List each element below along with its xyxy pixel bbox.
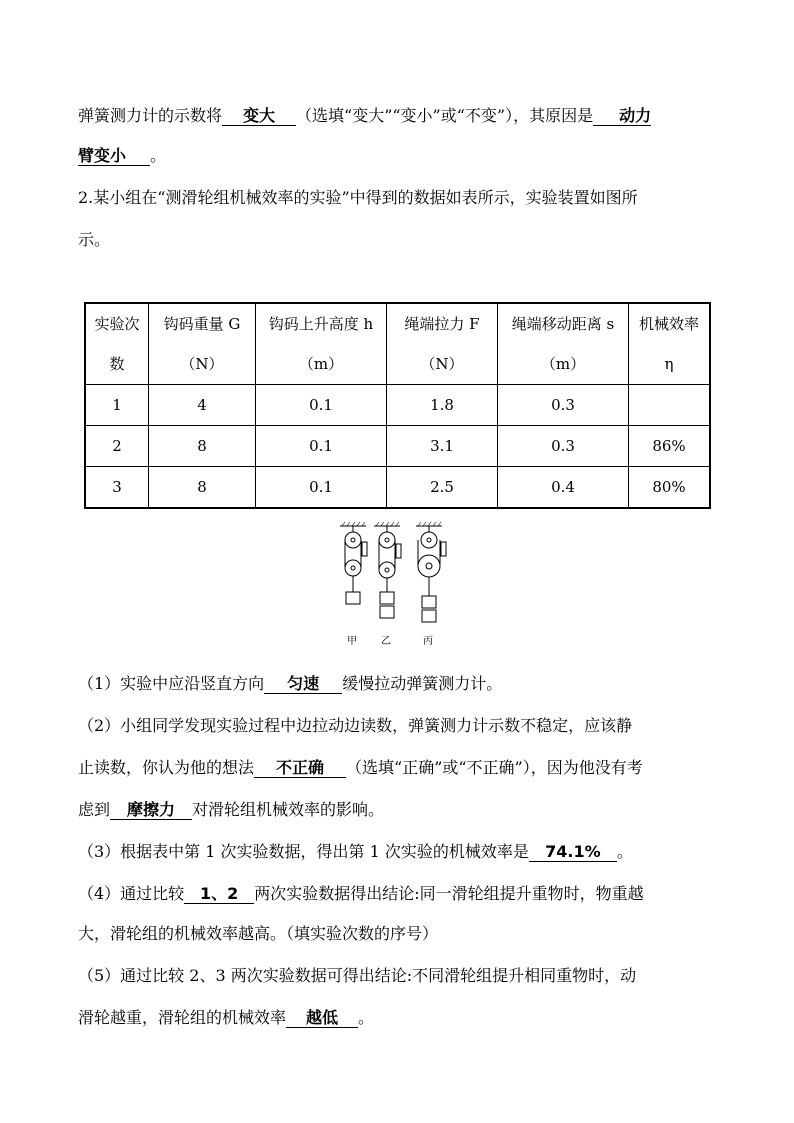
table-cell xyxy=(629,385,711,426)
figure-label: 乙 xyxy=(381,636,391,647)
text: 。 xyxy=(150,146,167,165)
question-line: （5）通过比较 2、3 两次实验数据可得出结论:不同滑轮组提升相同重物时，动 xyxy=(78,966,637,985)
answer-blank: 摩擦力 xyxy=(110,800,192,820)
paragraph-line xyxy=(78,146,166,166)
weight-block xyxy=(380,606,394,618)
table-cell: 0.4 xyxy=(498,467,629,509)
weight-block xyxy=(422,596,436,608)
weight-block xyxy=(346,592,360,604)
problem-line: 2.某小组在“测滑轮组机械效率的实验”中得到的数据如表所示，实验装置如图所 xyxy=(78,188,638,207)
answer-blank: 匀速 xyxy=(264,674,342,694)
question-line: 止读数，你认为他的想法 不正确 （选填“正确”或“不正确”），因为他没有考 xyxy=(78,758,643,777)
table-row xyxy=(85,426,710,467)
text: 弹簧测力计的示数将 xyxy=(78,106,223,125)
spring-scale xyxy=(396,544,401,558)
data-table xyxy=(84,302,711,509)
header-cell: 实验次 数 xyxy=(85,303,149,385)
header-cell: 钩码上升高度 h （m） xyxy=(256,303,387,385)
header-cell: 绳端移动距离 s （m） xyxy=(498,303,629,385)
movable-pulley xyxy=(379,562,395,578)
table-cell: 2.5 xyxy=(387,467,498,509)
spring-scale xyxy=(362,542,367,556)
pulley-diagram xyxy=(330,520,460,650)
table-cell: 0.1 xyxy=(256,385,387,426)
fixed-pulley xyxy=(421,532,437,548)
table-row xyxy=(85,467,710,509)
table-cell: 0.1 xyxy=(256,467,387,509)
answer-blank: 变大 xyxy=(222,106,296,126)
weight-block xyxy=(380,592,394,604)
answer-blank: 不正确 xyxy=(254,758,346,778)
table-cell: 86% xyxy=(629,426,711,467)
fixed-pulley xyxy=(345,532,361,548)
figure-label: 丙 xyxy=(423,636,433,647)
answer-blank: 动力 xyxy=(593,106,651,126)
answer-blank: 1、2 xyxy=(184,884,254,904)
question-line: （2）小组同学发现实验过程中边拉动边读数，弹簧测力计示数不稳定，应该静 xyxy=(78,716,633,735)
text: （选填“变大”“变小”或“不变”），其原因是 xyxy=(296,106,594,125)
question-line: （1）实验中应沿竖直方向 匀速 缓慢拉动弹簧测力计。 xyxy=(78,674,503,693)
paragraph-line xyxy=(78,106,651,126)
answer-blank: 74.1% xyxy=(529,842,617,862)
movable-pulley xyxy=(345,560,361,576)
table-cell: 4 xyxy=(149,385,256,426)
table-cell: 0.3 xyxy=(498,385,629,426)
question-line: 大，滑轮组的机械效率越高。（填实验次数的序号） xyxy=(78,924,439,943)
movable-pulley xyxy=(418,555,440,577)
table-cell: 1.8 xyxy=(387,385,498,426)
figure-label: 甲 xyxy=(347,636,357,647)
table-cell: 1 xyxy=(85,385,149,426)
question-line: 滑轮越重，滑轮组的机械效率 越低 。 xyxy=(78,1008,375,1027)
table-header-row xyxy=(85,303,710,385)
table-cell: 2 xyxy=(85,426,149,467)
table-cell: 3 xyxy=(85,467,149,509)
header-cell: 机械效率 η xyxy=(629,303,711,385)
answer-blank: 越低 xyxy=(286,1008,358,1028)
table-cell: 0.3 xyxy=(498,426,629,467)
table-cell: 3.1 xyxy=(387,426,498,467)
fixed-pulley xyxy=(379,532,395,548)
table-cell: 8 xyxy=(149,467,256,509)
problem-line: 示。 xyxy=(78,230,111,249)
question-line: 虑到 摩擦力 对滑轮组机械效率的影响。 xyxy=(78,800,385,819)
question-line: （3）根据表中第 1 次实验数据，得出第 1 次实验的机械效率是 74.1% 。 xyxy=(78,842,633,861)
table-cell: 8 xyxy=(149,426,256,467)
header-cell: 绳端拉力 F （N） xyxy=(387,303,498,385)
answer-blank: 臂变小 xyxy=(78,146,150,166)
table-cell: 80% xyxy=(629,467,711,509)
spring-scale xyxy=(441,542,446,556)
table-cell: 0.1 xyxy=(256,426,387,467)
pulley-figure xyxy=(330,520,460,650)
table-row xyxy=(85,385,710,426)
header-cell: 钩码重量 G （N） xyxy=(149,303,256,385)
question-line: （4）通过比较 1、2 两次实验数据得出结论:同一滑轮组提升重物时，物重越 xyxy=(78,884,644,903)
weight-block xyxy=(422,610,436,622)
